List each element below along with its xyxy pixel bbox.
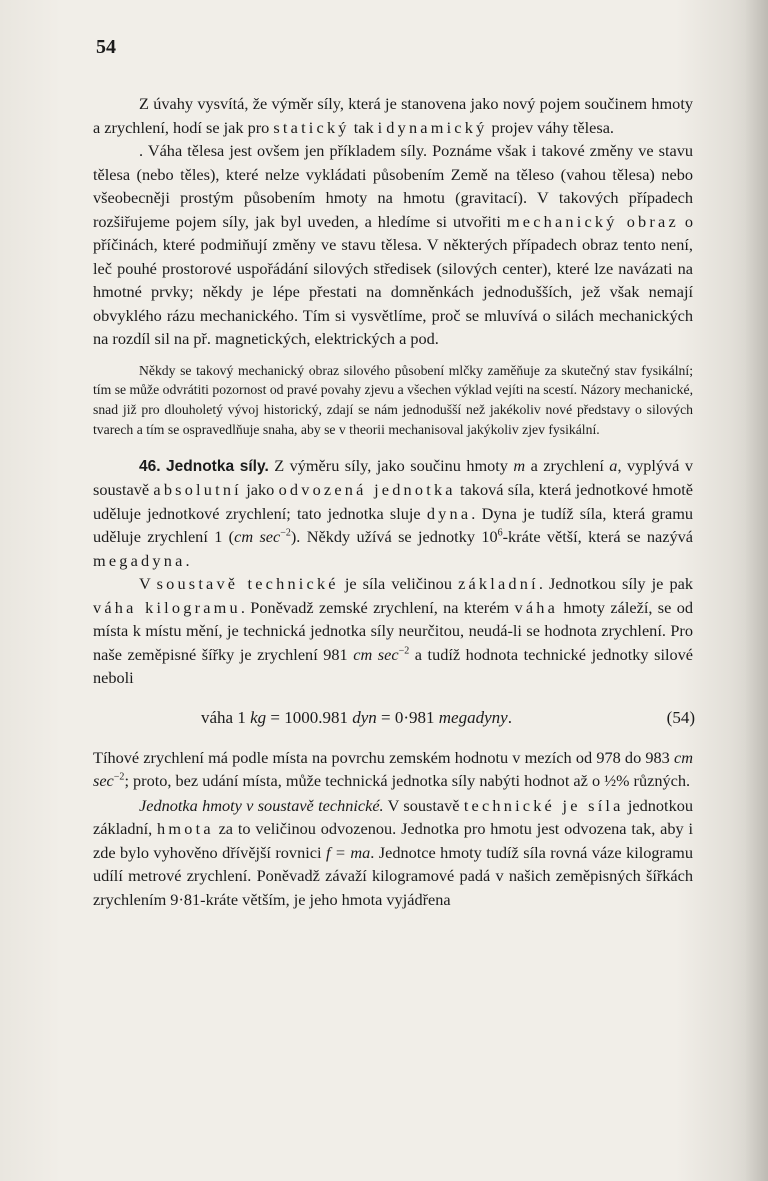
page-body: [93, 92, 693, 911]
unit-dyn: dyn: [352, 707, 377, 727]
formula-f-ma: f = ma: [325, 842, 371, 862]
emphasis-kilogram-weight: váha kilogramu: [93, 597, 241, 617]
text-run: Z výměru síly, jako součinu hmoty: [268, 455, 514, 475]
text-run: ; proto, bez udání místa, může technická jednotka síly nabýti hodnot až o: [124, 771, 605, 791]
equation-number: (54): [666, 707, 695, 727]
text-run: V: [139, 574, 157, 594]
paragraph-gravity: [93, 746, 693, 794]
page-edge: [746, 0, 768, 1181]
emphasis-mechanical-image: mechanický obraz: [506, 211, 679, 231]
text-run: . Dyna je tudíž síla, která gramu uděluje zrychlení 1 (: [93, 503, 693, 547]
emphasis-dyna: dyna: [426, 503, 472, 523]
equation-54: [93, 706, 693, 732]
text-run: a zrychlení: [525, 455, 610, 475]
text-run: V soustavě: [383, 795, 464, 815]
text-run: Z úvahy vysvítá, že výměr síly, která je stanovena jako nový pojem součinem hmoty a zrychlení, hodí se jak pro: [93, 94, 693, 137]
text-run: je síla veličinou: [338, 574, 459, 594]
text-run: hmoty záleží, se od místa k místu mění, je technická jednotka síly neurčitou, neudá-li se hodnota zrychlení. Pro naše zeměpisné šířky je zrychlení 981: [93, 597, 693, 664]
text-run: jako: [241, 480, 279, 500]
paragraph-mass-unit: [93, 794, 693, 912]
emphasis-weight: váha: [514, 597, 559, 617]
emphasis-basic: základní: [458, 574, 539, 594]
small-print-note: Někdy se takový mechanický obraz silového působení mlčky zaměňuje za skutečný stav fysikální; tím se může odvrátiti pozornost od pravé povahy zjevu a všechen výklad vejíti na scestí. Názory mechanické, snad již pro dlouholetý vývoj historický, zdají se nám jednodušší než jakékoliv nové představy o silových tvarech a tím se ospravedlňuje snaha, aby se v theorii mechanisoval jakýkoliv zjev fysikální.: [93, 362, 693, 437]
text-run: , vyplývá v soustavě: [93, 455, 693, 500]
section-title: Jednotka síly.: [166, 457, 269, 475]
exponent: −2: [398, 645, 410, 657]
fraction-half-percent: ½%: [604, 773, 630, 791]
text-run: . Poněvadž zemské zrychlení, na kterém: [240, 597, 515, 617]
emphasis-mass: hmota: [157, 819, 214, 839]
text-run: = 0·981: [376, 707, 439, 727]
text-run: -kráte větší, která se nazývá: [502, 527, 693, 547]
emphasis-technical-force: technické je síla: [463, 795, 624, 815]
text-run: . Váha tělesa jest ovšem jen příkladem síly. Poznáme však i takové změny ve stavu tělesa (nebo těles), které nelze vykládati působením Země na těleso (vahou tělesa) nebo všeobecněji prostým působením hmoty na hmotu (gravitací). V takových případech rozšiřujeme pojem síly, jak byl uveden, a hledíme si utvořiti: [93, 141, 693, 231]
unit-kg: kg: [250, 707, 267, 727]
text-run: . Jednotkou síly je pak: [538, 574, 693, 594]
exponent: −2: [113, 771, 125, 783]
italic-heading: Jednotka hmoty v soustavě technické.: [139, 795, 384, 815]
text-run: projev váhy tělesa.: [487, 117, 615, 137]
text-run: za to veličinou odvozenou. Jednotka pro hmotu jest odvozena tak, aby i zde bylo vyhověno dřívější rovnici: [93, 819, 693, 862]
unit-cm-sec: cm sec: [353, 644, 399, 664]
text-run: .: [185, 550, 190, 570]
emphasis-megadyna: megadyna: [93, 550, 186, 570]
text-run: . Jednotce hmoty tudíž síla rovná váze kilogramu udílí metrové zrychlení. Poněvadž závaží kilogramové padá v našich zeměpisných šířkách zrychlením 9·81-kráte větším, je jeho hmota vyjádřena: [93, 842, 693, 909]
text-run: o příčinách, které podmiňují změny ve stavu tělesa. V některých případech obraz tento není, leč pouhé prostorové uspořádání silových středisek (silových center), které lze navázati na hmotné prvky; někdy je lépe přestati na domněnkách jednodušších, jež však nemají obvyklého rázu mechanického. Tím si vysvětlíme, proč se mluvívá o silách mechanických na rozdíl sil na př. magnetických, elektrických a pod.: [93, 211, 693, 348]
text-run: tak i: [349, 117, 387, 137]
emphasis-technical-system: soustavě technické: [156, 574, 339, 594]
unit-cm-sec: cm sec: [234, 527, 281, 547]
text-run: různých.: [629, 771, 691, 791]
symbol-a: a: [609, 455, 618, 475]
exponent: −2: [280, 527, 291, 539]
section-number: 46.: [139, 457, 161, 475]
paragraph-technical-system: [93, 572, 693, 690]
text-run: Tíhové zrychlení má podle místa na povrchu zemském hodnotu v mezích od 978 do 983: [93, 747, 675, 767]
unit-megadyny: megadyny: [438, 707, 508, 727]
text-run: taková síla, která jednotkové hmotě uděluje jednotkové zrychlení; tato jednotka sluje: [93, 480, 693, 523]
section-46: [93, 454, 693, 573]
text-run: .: [507, 707, 512, 727]
text-run: a tudíž hodnota technické jednotky silové neboli: [93, 644, 693, 688]
equation-body: [201, 706, 512, 730]
symbol-m: m: [513, 455, 526, 475]
text-run: jednotkou základní,: [93, 795, 694, 839]
emphasis-dynamic: dynamický: [386, 117, 488, 137]
text-run: = 1000.981: [266, 707, 353, 727]
emphasis-derived-unit: odvozená jednotka: [278, 480, 456, 500]
unit-cm-sec: cm sec: [93, 747, 693, 791]
emphasis-static: statický: [273, 117, 350, 137]
emphasis-absolute: absolutní: [153, 480, 242, 500]
text-run: ). Někdy užívá se jednotky 10: [290, 527, 498, 547]
page-number: 54: [96, 36, 116, 58]
text-run: váha 1: [201, 707, 251, 727]
exponent: 6: [497, 527, 503, 539]
paragraph-intro: [93, 92, 693, 139]
paragraph-weight: [93, 139, 693, 351]
